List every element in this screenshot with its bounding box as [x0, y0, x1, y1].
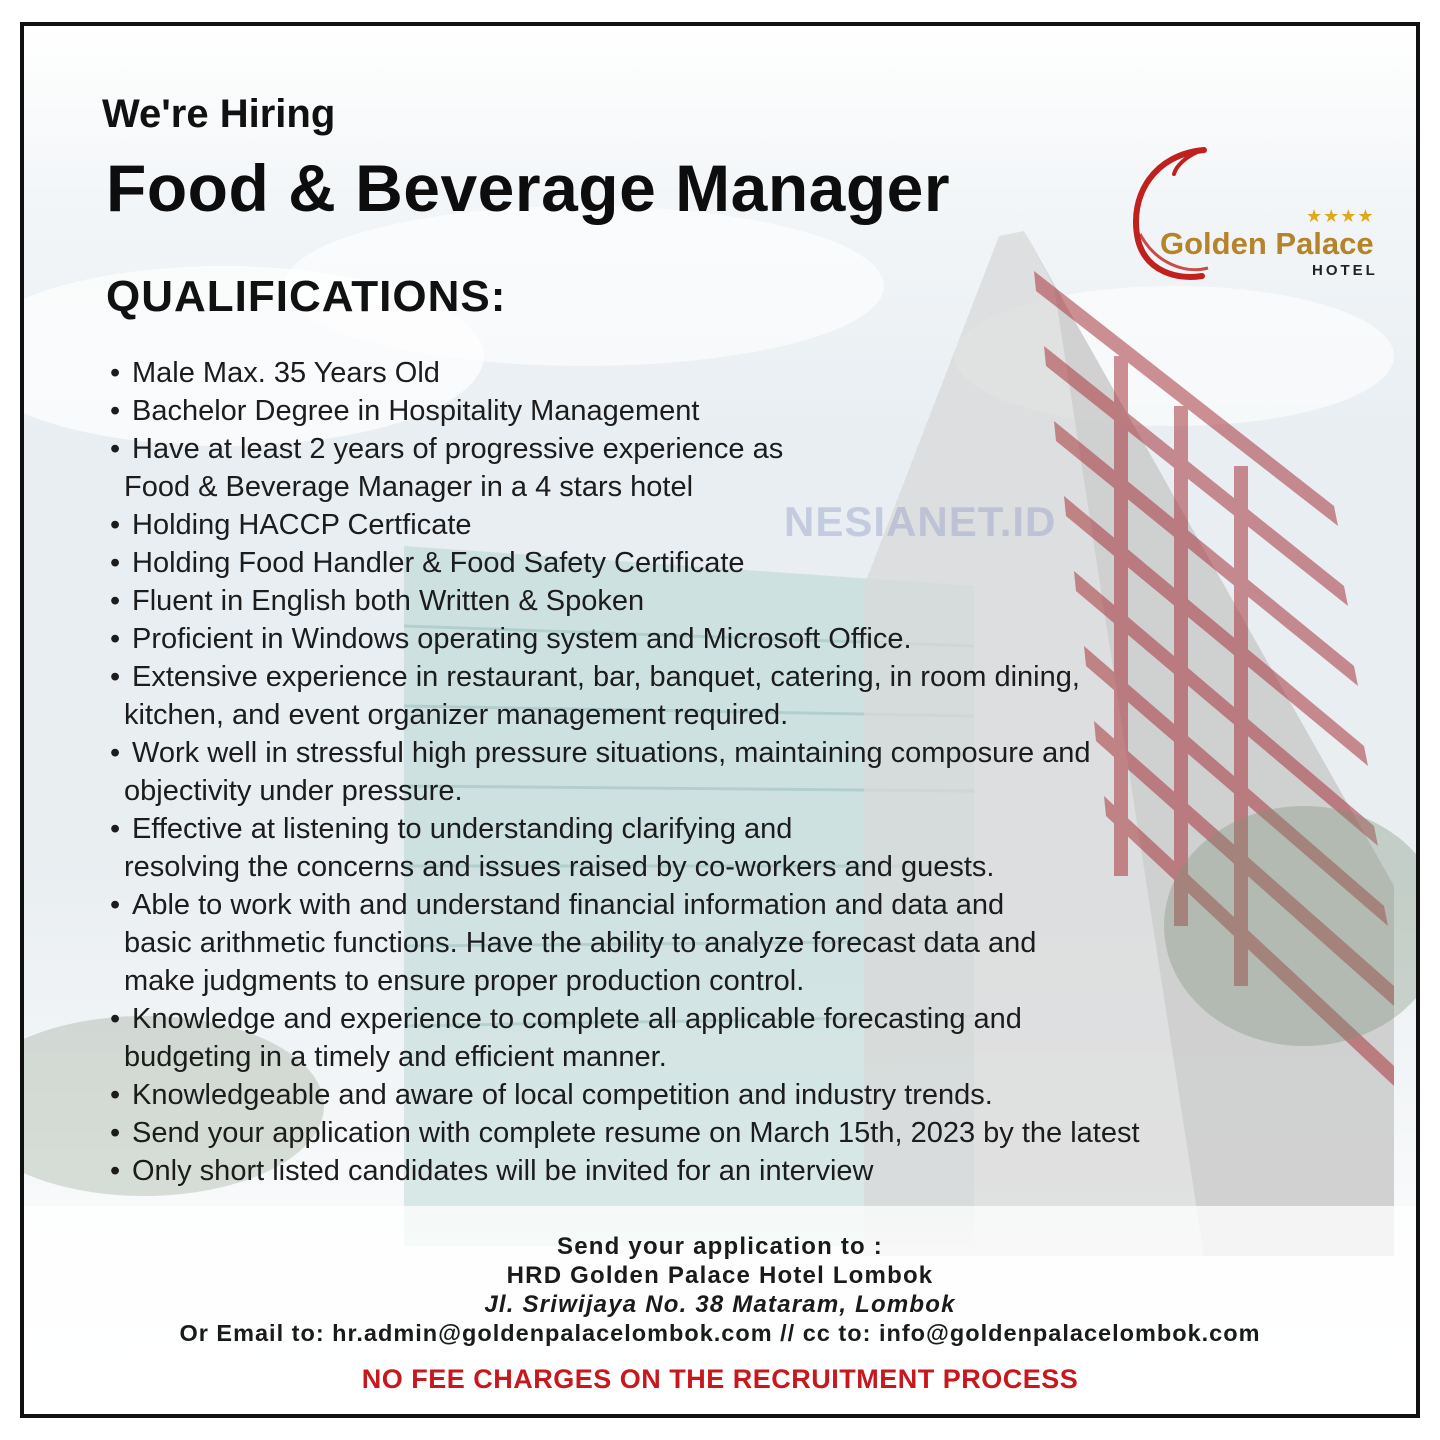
logo-name: Golden Palace	[1160, 226, 1374, 261]
watermark-text: NESIANET.ID	[784, 498, 1057, 545]
qualification-item: • Holding Food Handler & Food Safety Certificate	[108, 544, 1358, 582]
hiring-label: We're Hiring	[102, 92, 336, 136]
qualifications-list	[108, 354, 1358, 1190]
logo-stars: ★★★★	[1306, 206, 1375, 226]
poster-frame	[20, 22, 1420, 1418]
qualification-item: • Proficient in Windows operating system and Microsoft Office.	[108, 620, 1358, 658]
qualification-item: • Able to work with and understand financial information and data and basic arithmetic functions. Have the ability to analyze forecast data and make judgments to ensure proper production control.	[108, 886, 1358, 1000]
qualification-item: • Send your application with complete resume on March 15th, 2023 by the latest	[108, 1114, 1358, 1152]
qualification-item: • Male Max. 35 Years Old	[108, 354, 1358, 392]
logo-hotel-label: HOTEL	[1312, 262, 1378, 279]
qualification-item: • Bachelor Degree in Hospitality Management	[108, 392, 1358, 430]
contact-block	[24, 1232, 1416, 1348]
send-application-label: Send your application to :	[557, 1233, 883, 1260]
qualification-item: • Fluent in English both Written & Spoken	[108, 582, 1358, 620]
no-fee-notice: NO FEE CHARGES ON THE RECRUITMENT PROCESS	[361, 1364, 1079, 1394]
qualifications-heading: QUALIFICATIONS:	[106, 272, 507, 321]
hrd-name: HRD Golden Palace Hotel Lombok	[506, 1262, 934, 1289]
hotel-address: Jl. Sriwijaya No. 38 Mataram, Lombok	[484, 1291, 956, 1318]
qualification-item: • Holding HACCP Certficate	[108, 506, 1358, 544]
qualification-item: • Knowledgeable and aware of local competition and industry trends.	[108, 1076, 1358, 1114]
job-title: Food & Beverage Manager	[106, 151, 951, 225]
qualification-item: • Extensive experience in restaurant, bar, banquet, catering, in room dining, kitchen, and event organizer management required.	[108, 658, 1358, 734]
qualification-item: • Knowledge and experience to complete all applicable forecasting and budgeting in a timely and efficient manner.	[108, 1000, 1358, 1076]
email-line: Or Email to: hr.admin@goldenpalacelombok.com // cc to: info@goldenpalacelombok.com	[179, 1320, 1261, 1346]
qualification-item: • Have at least 2 years of progressive experience as Food & Beverage Manager in a 4 stars hotel	[108, 430, 1358, 506]
qualification-item: • Only short listed candidates will be invited for an interview	[108, 1152, 1358, 1190]
qualification-item: • Work well in stressful high pressure situations, maintaining composure and objectivity under pressure.	[108, 734, 1358, 810]
qualification-item: • Effective at listening to understanding clarifying and resolving the concerns and issues raised by co-workers and guests.	[108, 810, 1358, 886]
